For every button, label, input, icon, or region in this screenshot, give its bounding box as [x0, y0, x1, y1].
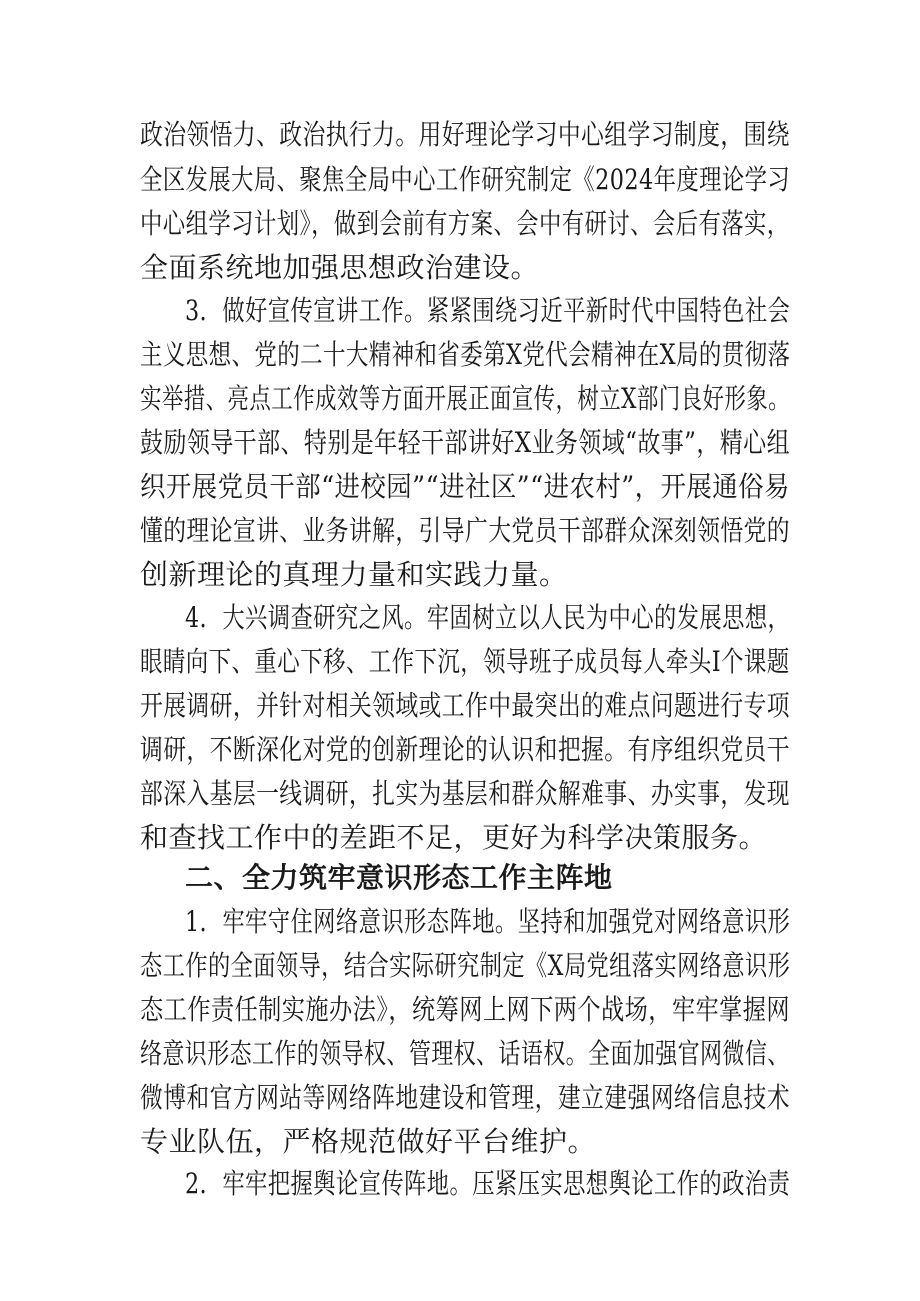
text-line: 调研，不断深化对党的创新理论的认识和把握。有序组织党员干 — [140, 733, 790, 766]
text-line: 政治领悟力、政治执行力。用好理论学习中心组学习制度，围绕 — [140, 118, 790, 151]
text-line: 实举措、亮点工作成效等方面开展正面宣传，树立X部门良好形象。 — [140, 382, 790, 415]
text-line: 和查找工作中的差距不足，更好为科学决策服务。 — [140, 821, 768, 854]
text-line: 全区发展大局、聚焦全局中心工作研究制定《2024年度理论学习 — [140, 163, 791, 196]
text-line: 4．大兴调查研究之风。牢固树立以人民为中心的发展思想， — [185, 601, 791, 634]
text-line: 络意识形态工作的领导权、管理权、话语权。全面加强官网微信、 — [140, 1037, 790, 1070]
text-line: 2．牢牢把握舆论宣传阵地。压紧压实思想舆论工作的政治责 — [185, 1167, 791, 1200]
text-line: 开展调研，并针对相关领域或工作中最突出的难点问题进行专项 — [140, 689, 790, 722]
text-line: 中心组学习计划》，做到会前有方案、会中有研讨、会后有落实， — [140, 207, 790, 240]
text-line: 微博和官方网站等网络阵地建设和管理，建立建强网络信息技术 — [140, 1081, 790, 1114]
text-line: 1．牢牢守住网络意识形态阵地。坚持和加强党对网络意识形 — [185, 905, 791, 938]
text-line: 部深入基层一线调研，扎实为基层和群众解难事、办实事，发现 — [140, 777, 790, 810]
section-heading: 二、全力筑牢意识形态工作主阵地 — [185, 861, 613, 894]
text-line: 鼓励领导干部、特别是年轻干部讲好X业务领域“故事”，精心组 — [140, 426, 791, 459]
text-line: 态工作的全面领导，结合实际研究制定《X局党组落实网络意识形 — [140, 949, 791, 982]
text-line: 眼睛向下、重心下移、工作下沉，领导班子成员每人牵头I个课题 — [140, 645, 790, 678]
text-line: 懂的理论宣讲、业务讲解，引导广大党员干部群众深刻领悟党的 — [140, 514, 790, 547]
text-line: 态工作责任制实施办法》，统筹网上网下两个战场，牢牢掌握网 — [140, 993, 791, 1026]
text-line: 主义思想、党的二十大精神和省委第X党代会精神在X局的贯彻落 — [140, 338, 791, 371]
text-line: 创新理论的真理力量和实践力量。 — [140, 558, 568, 591]
text-line: 专业队伍，严格规范做好平台维护。 — [140, 1125, 597, 1158]
text-line: 织开展党员干部“进校园”“进社区”“进农村”，开展通俗易 — [140, 470, 790, 503]
text-line: 全面系统地加强思想政治建设。 — [140, 251, 540, 284]
text-line: 3．做好宣传宣讲工作。紧紧围绕习近平新时代中国特色社会 — [185, 294, 791, 327]
